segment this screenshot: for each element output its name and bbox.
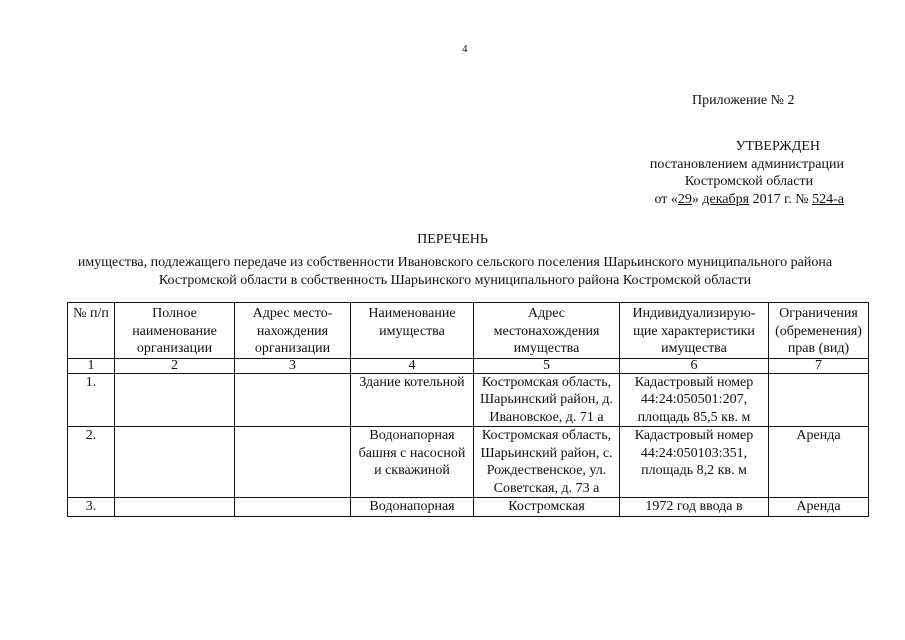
approval-date (584, 191, 844, 209)
row-characteristics: Кадастровый номер 44:24:050501:207, площадь 85,5 кв. м (620, 373, 769, 427)
index-cell: 5 (474, 358, 620, 373)
approval-block (584, 138, 844, 208)
row-restrictions: Аренда (769, 427, 869, 498)
document-title: ПЕРЕЧЕНЬ (417, 232, 488, 247)
row-org (115, 373, 235, 427)
row-number: 3. (68, 498, 115, 517)
row-characteristics: Кадастровый номер 44:24:050103:351, площадь 8,2 кв. м (620, 427, 769, 498)
document-description: имущества, подлежащего передаче из собственности Ивановского сельского поселения Шарьинского муниципального района Костромской области в собственность Шарьинского муниципального района Костромской области (77, 255, 833, 288)
row-org-address (235, 498, 351, 517)
row-number: 1. (68, 373, 115, 427)
row-restrictions (769, 373, 869, 427)
index-cell: 4 (351, 358, 474, 373)
table-index-row (68, 358, 869, 373)
row-restrictions: Аренда (769, 498, 869, 517)
approval-line-1: постановлением администрации (649, 156, 844, 172)
index-cell: 1 (68, 358, 115, 373)
header-restrictions: Ограничения (обременения) прав (вид) (769, 303, 869, 359)
row-org (115, 427, 235, 498)
header-name: Наименование имущества (351, 303, 474, 359)
row-number: 2. (68, 427, 115, 498)
approval-date-mid1: » (691, 191, 703, 207)
header-characteristics: Индивидуализирую-щие характеристики имущества (620, 303, 769, 359)
approval-day: 29 (677, 191, 692, 207)
approval-date-prefix: от « (654, 191, 678, 207)
index-cell: 6 (620, 358, 769, 373)
row-name: Водонапорная (351, 498, 474, 517)
table-row (68, 498, 869, 517)
table-row (68, 427, 869, 498)
row-address: Костромская область, Шарьинский район, д. Ивановское, д. 71 а (474, 373, 620, 427)
header-address: Адрес местонахождения имущества (474, 303, 620, 359)
approval-title: УТВЕРЖДЕН (735, 139, 820, 154)
header-org: Полное наименование организации (115, 303, 235, 359)
index-cell: 2 (115, 358, 235, 373)
row-org (115, 498, 235, 517)
header-number: № п/п (68, 303, 115, 359)
approval-line-2: Костромской области (684, 174, 814, 189)
property-table (67, 302, 869, 517)
row-address: Костромская (474, 498, 620, 517)
row-org-address (235, 373, 351, 427)
row-characteristics: 1972 год ввода в (620, 498, 769, 517)
header-org-address: Адрес место-нахождения организации (235, 303, 351, 359)
approval-date-mid2: 2017 г. № (749, 191, 813, 207)
appendix-label: Приложение № 2 (692, 93, 795, 108)
table-header-row (68, 303, 869, 359)
row-address: Костромская область, Шарьинский район, с. Рождественское, ул. Советская, д. 73 а (474, 427, 620, 498)
table-row (68, 373, 869, 427)
approval-month: декабря (702, 191, 750, 207)
row-name: Здание котельной (351, 373, 474, 427)
index-cell: 3 (235, 358, 351, 373)
approval-number: 524-а (812, 191, 844, 207)
row-name: Водонапорная башня с насосной и скважиной (351, 427, 474, 498)
page-number: 4 (462, 43, 468, 55)
index-cell: 7 (769, 358, 869, 373)
row-org-address (235, 427, 351, 498)
